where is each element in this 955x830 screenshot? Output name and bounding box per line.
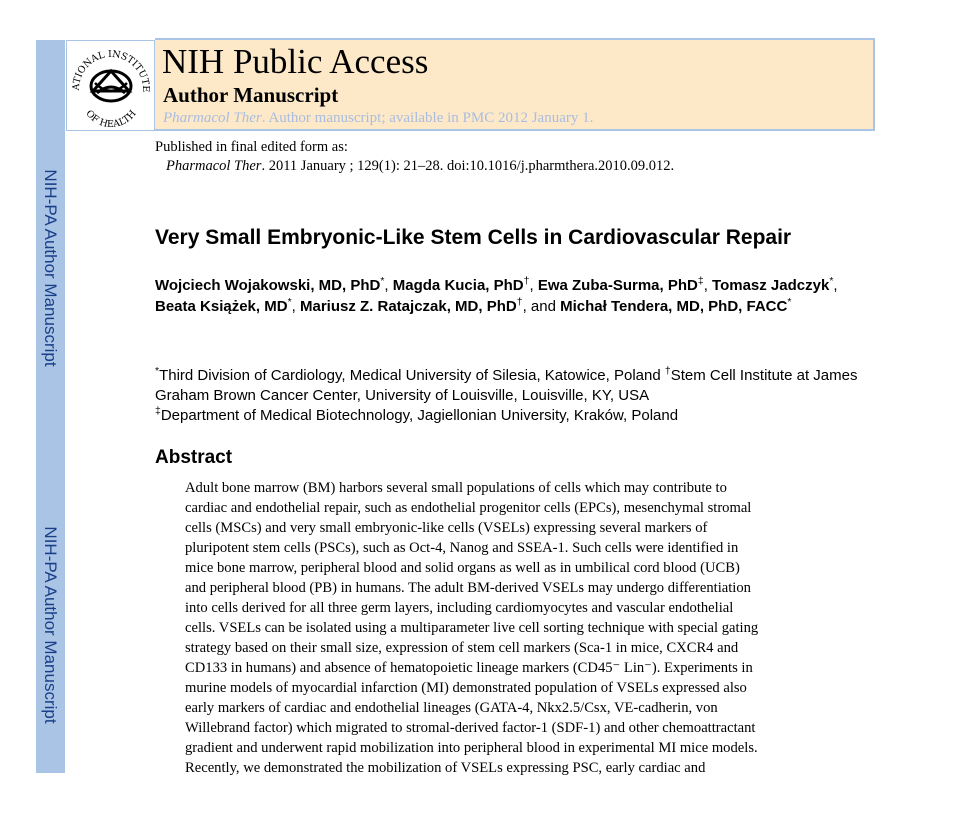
abstract-line: Recently, we demonstrated the mobilization of VSELs expressing PSC, early cardiac and [185,760,706,776]
affiliation-text: Third Division of Cardiology, Medical University of Silesia, Katowice, Poland [159,367,665,384]
published-label: Published in final edited form as: [155,139,348,155]
banner-subtitle: Author Manuscript [163,83,339,107]
affiliation-text: Stem Cell Institute at James Graham Brown Cancer Center, University of Louisville, Louisville, KY, USA [155,367,858,404]
abstract-line: cardiac and endothelial repair, such as endothelial progenitor cells (EPCs), mesenchymal stromal [185,500,752,516]
author-list: Wojciech Wojakowski, MD, PhD*, Magda Kucia, PhD†, Ewa Zuba-Surma, PhD‡, Tomasz Jadczyk*, Beata Książek, MD*, Mariusz Z. Ratajczak, MD, PhD†, and Michał Tendera, MD, PhD, FACC* [155,275,838,315]
abstract-line: and peripheral blood (PB) in humans. The adult BM-derived VSELs may undergo differentiation [185,580,751,596]
affiliation-mark: * [155,365,160,377]
abstract-line: cells. VSELs can be isolated using a multiparameter live cell sorting technique with special gating [185,620,759,636]
author-name: Ewa Zuba-Surma, PhD [537,277,698,294]
author-mark: * [287,296,292,308]
author-name: Magda Kucia, PhD [392,277,524,294]
abstract-heading: Abstract [155,447,233,468]
citation-journal: Pharmacol Ther [166,158,262,174]
author-name: Beata Książek, MD [155,298,288,315]
abstract-line: Adult bone marrow (BM) harbors several small populations of cells which may contribute to [185,480,727,496]
affiliations [155,366,875,426]
sidebar-label-top: NIH-PA Author Manuscript [41,169,60,367]
citation-line [166,156,674,176]
author-name: Wojciech Wojakowski, MD, PhD [155,277,381,294]
abstract-body [185,478,845,778]
svg-text:NATIONAL INSTITUTES: ATIONAL INSTITUTE [70,48,152,93]
author-mark: † [516,296,523,308]
banner-journal: Pharmacol Ther [163,110,262,126]
paper-title: Very Small Embryonic-Like Stem Cells in Cardiovascular Repair [155,226,792,249]
nih-logo-icon [67,41,154,130]
affiliation-text: Department of Medical Biotechnology, Jagiellonian University, Kraków, Poland [160,407,679,424]
author-name: Tomasz Jadczyk [712,277,830,294]
abstract-line: into cells derived for all three germ layers, including cardiomyocytes and vascular endothelial [185,600,734,616]
author-mark: ‡ [697,275,704,287]
abstract-line: murine models of myocardial infarction (MI) demonstrated population of VSELs expressed also [185,680,747,696]
abstract-line: cells (MSCs) and very small embryonic-like cells (VSELs) expressing several markers of [185,520,708,536]
author-mark: † [523,275,530,287]
banner-title: NIH Public Access [162,42,429,81]
citation-text: . 2011 January ; 129(1): 21–28. doi:10.1016/j.pharmthera.2010.09.012. [261,158,675,174]
nih-logo [66,40,155,131]
author-name: Michał Tendera, MD, PhD, FACC [560,298,788,315]
abstract-line: CD133 in humans) and absence of hematopoietic lineage markers (CD45⁻ Lin⁻). Experiments in [185,660,753,676]
abstract-line: pluripotent stem cells (PSCs), such as Oct-4, Nanog and SSEA-1. Such cells were identified in [185,540,739,556]
sidebar-label-bottom: NIH-PA Author Manuscript [41,526,60,724]
banner-note-text: . Author manuscript; available in PMC 2012 January 1. [261,110,594,126]
author-mark: * [787,296,792,308]
nih-public-access-banner [155,38,875,131]
affiliation-mark: ‡ [155,405,161,417]
author-name: Mariusz Z. Ratajczak, MD, PhD [300,298,517,315]
banner-availability-note [163,108,593,128]
author-mark: * [829,275,834,287]
abstract-line: gradient and underwent rapid mobilization into peripheral blood in experimental MI mice models. [185,740,758,756]
affiliation-mark: † [664,365,671,377]
abstract-line: strategy based on their small size, expression of stem cell markers (Sca-1 in mice, CXCR4 and [185,640,739,656]
abstract-line: early markers of cardiac and endothelial lineages (GATA-4, Nkx2.5/Csx, VE-cadherin, von [185,700,718,716]
svg-text:OF HEALTH: OF HEALTH [83,108,139,130]
abstract-line: Willebrand factor) which migrated to stromal-derived factor-1 (SDF-1) and other chemoattractant [185,720,756,736]
abstract-line: mice bone marrow, peripheral blood and solid organs as well as in umbilical cord blood (UCB) [185,560,740,576]
author-mark: * [380,275,385,287]
